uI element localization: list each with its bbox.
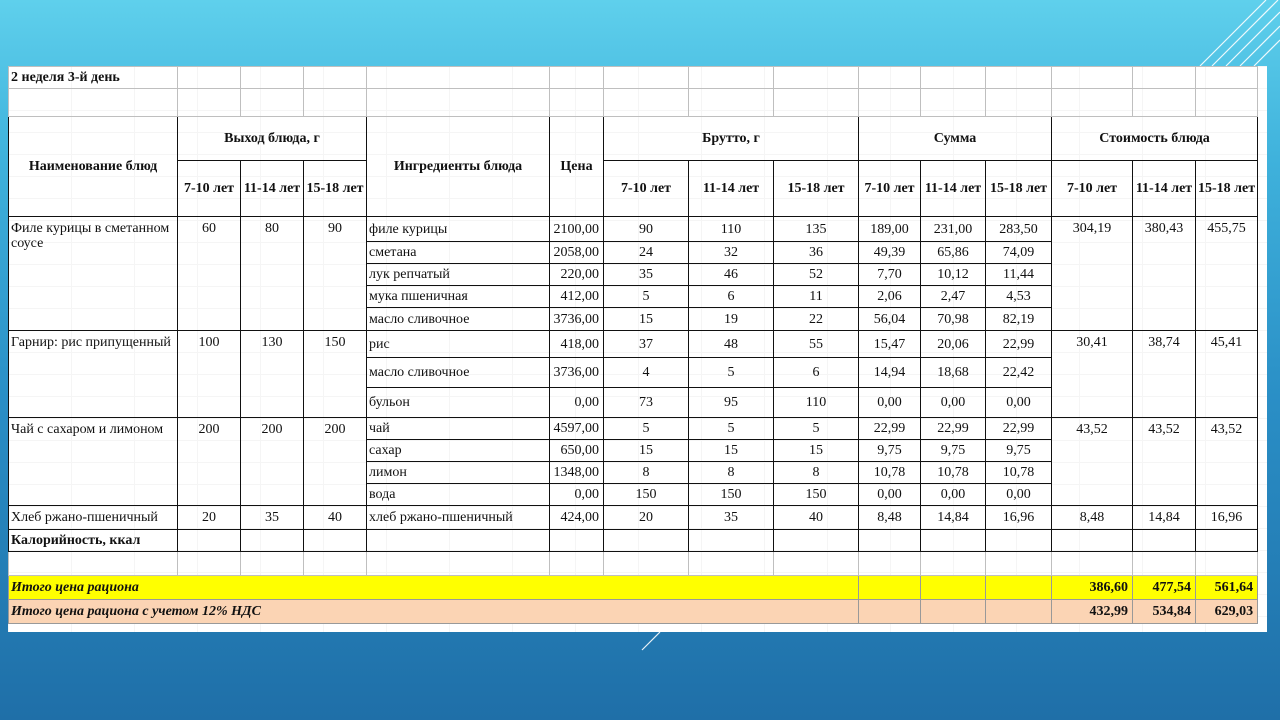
ingredient-gross: 35 <box>604 264 689 286</box>
ingredient-sum: 189,00 <box>859 217 921 242</box>
ingredient-gross: 5 <box>604 286 689 308</box>
ingredient-sum: 2,47 <box>921 286 986 308</box>
ingredient-name: мука пшеничная <box>367 286 550 308</box>
ingredient-sum: 15,47 <box>859 331 921 358</box>
dish-yield: 150 <box>304 331 367 418</box>
ingredient-price: 3736,00 <box>550 358 604 388</box>
empty-cell <box>241 530 304 552</box>
dish-yield: 80 <box>241 217 304 331</box>
header-age-group: 7-10 лет <box>604 161 689 217</box>
ingredient-sum: 9,75 <box>986 440 1052 462</box>
ingredient-sum: 10,78 <box>986 462 1052 484</box>
total-label: Итого цена рациона с учетом 12% НДС <box>9 600 859 624</box>
ingredient-gross: 15 <box>689 440 774 462</box>
empty-cell <box>859 530 921 552</box>
empty-cell <box>1133 67 1196 89</box>
ingredient-sum: 0,00 <box>986 484 1052 506</box>
empty-cell <box>178 530 241 552</box>
empty-cell <box>1133 552 1196 576</box>
empty-cell <box>1196 530 1258 552</box>
ingredient-name: масло сливочное <box>367 358 550 388</box>
empty-cell <box>859 552 921 576</box>
dish-name: Хлеб ржано-пшеничный <box>9 506 178 530</box>
ingredient-sum: 65,86 <box>921 242 986 264</box>
total-value: 561,64 <box>1196 576 1258 600</box>
empty-cell <box>859 89 921 117</box>
ingredient-row <box>9 331 1258 358</box>
empty-cell <box>241 67 304 89</box>
ingredient-gross: 37 <box>604 331 689 358</box>
ingredient-sum: 9,75 <box>921 440 986 462</box>
empty-cell <box>921 552 986 576</box>
empty-cell <box>689 89 774 117</box>
ingredient-gross: 150 <box>689 484 774 506</box>
empty-cell <box>1196 89 1258 117</box>
ingredient-gross: 15 <box>774 440 859 462</box>
ingredient-name: филе курицы <box>367 217 550 242</box>
ingredient-gross: 46 <box>689 264 774 286</box>
empty-cell <box>367 67 550 89</box>
header-age-group: 7-10 лет <box>1052 161 1133 217</box>
ingredient-price: 418,00 <box>550 331 604 358</box>
dish-yield: 35 <box>241 506 304 530</box>
empty-cell <box>986 600 1052 624</box>
ingredient-gross: 6 <box>774 358 859 388</box>
empty-cell <box>921 600 986 624</box>
header-sum: Сумма <box>859 117 1052 161</box>
ingredient-name: чай <box>367 418 550 440</box>
empty-cell <box>774 67 859 89</box>
header-age-group: 7-10 лет <box>178 161 241 217</box>
ingredient-gross: 73 <box>604 388 689 418</box>
ingredient-gross: 150 <box>774 484 859 506</box>
menu-cost-table <box>8 66 1258 624</box>
empty-cell <box>367 530 550 552</box>
ingredient-sum: 18,68 <box>921 358 986 388</box>
ingredient-sum: 0,00 <box>986 388 1052 418</box>
ingredient-gross: 24 <box>604 242 689 264</box>
ingredient-sum: 0,00 <box>859 484 921 506</box>
dish-yield: 200 <box>241 418 304 506</box>
empty-cell <box>986 552 1052 576</box>
empty-cell <box>1133 530 1196 552</box>
header-age-group: 7-10 лет <box>859 161 921 217</box>
ingredient-name: масло сливочное <box>367 308 550 331</box>
spacer-row <box>9 89 1258 117</box>
sheet-title: 2 неделя 3-й день <box>9 67 178 89</box>
total-row <box>9 600 1258 624</box>
dish-cost: 455,75 <box>1196 217 1258 331</box>
empty-cell <box>689 530 774 552</box>
ingredient-gross: 90 <box>604 217 689 242</box>
dish-yield: 40 <box>304 506 367 530</box>
ingredient-sum: 283,50 <box>986 217 1052 242</box>
empty-cell <box>1196 552 1258 576</box>
dish-yield: 200 <box>304 418 367 506</box>
total-row <box>9 576 1258 600</box>
header-dish-name: Наименование блюд <box>9 117 178 217</box>
ingredient-sum: 9,75 <box>859 440 921 462</box>
empty-cell <box>550 89 604 117</box>
dish-cost: 30,41 <box>1052 331 1133 418</box>
ingredient-sum: 0,00 <box>921 388 986 418</box>
empty-cell <box>241 552 304 576</box>
total-value: 629,03 <box>1196 600 1258 624</box>
empty-cell <box>1196 67 1258 89</box>
empty-cell <box>604 530 689 552</box>
dish-name: Чай с сахаром и лимоном <box>9 418 178 506</box>
empty-cell <box>604 552 689 576</box>
ingredient-gross: 5 <box>689 418 774 440</box>
ingredient-sum: 22,99 <box>921 418 986 440</box>
ingredient-gross: 110 <box>689 217 774 242</box>
ingredient-price: 650,00 <box>550 440 604 462</box>
ingredient-price: 0,00 <box>550 484 604 506</box>
dish-cost: 45,41 <box>1196 331 1258 418</box>
ingredient-gross: 11 <box>774 286 859 308</box>
dish-yield: 90 <box>304 217 367 331</box>
ingredient-gross: 15 <box>604 440 689 462</box>
dish-yield: 60 <box>178 217 241 331</box>
dish-cost: 8,48 <box>1052 506 1133 530</box>
empty-cell <box>689 67 774 89</box>
ingredient-price: 0,00 <box>550 388 604 418</box>
ingredient-sum: 14,84 <box>921 506 986 530</box>
ingredient-name: бульон <box>367 388 550 418</box>
empty-cell <box>986 67 1052 89</box>
empty-cell <box>304 67 367 89</box>
ingredient-name: сметана <box>367 242 550 264</box>
spreadsheet-image <box>8 66 1267 632</box>
empty-cell <box>9 89 178 117</box>
ingredient-sum: 56,04 <box>859 308 921 331</box>
ingredient-gross: 5 <box>774 418 859 440</box>
calories-label: Калорийность, ккал <box>9 530 178 552</box>
ingredient-name: вода <box>367 484 550 506</box>
ingredient-sum: 22,99 <box>986 331 1052 358</box>
ingredient-sum: 0,00 <box>859 388 921 418</box>
ingredient-gross: 20 <box>604 506 689 530</box>
dish-cost: 43,52 <box>1052 418 1133 506</box>
dish-yield: 100 <box>178 331 241 418</box>
ingredient-gross: 95 <box>689 388 774 418</box>
total-value: 477,54 <box>1133 576 1196 600</box>
ingredient-gross: 40 <box>774 506 859 530</box>
ingredient-price: 2058,00 <box>550 242 604 264</box>
empty-cell <box>921 89 986 117</box>
empty-cell <box>178 89 241 117</box>
header-age-group: 11-14 лет <box>241 161 304 217</box>
empty-cell <box>921 67 986 89</box>
ingredient-price: 4597,00 <box>550 418 604 440</box>
dish-name: Гарнир: рис припущенный <box>9 331 178 418</box>
title-row <box>9 67 1258 89</box>
ingredient-gross: 22 <box>774 308 859 331</box>
empty-cell <box>859 67 921 89</box>
header-ingredients: Ингредиенты блюда <box>367 117 550 217</box>
dish-name: Филе курицы в сметанном соусе <box>9 217 178 331</box>
empty-cell <box>921 530 986 552</box>
ingredient-gross: 6 <box>689 286 774 308</box>
ingredient-sum: 10,78 <box>921 462 986 484</box>
empty-cell <box>1052 530 1133 552</box>
empty-cell <box>304 89 367 117</box>
ingredient-price: 424,00 <box>550 506 604 530</box>
ingredient-price: 3736,00 <box>550 308 604 331</box>
dish-cost: 16,96 <box>1196 506 1258 530</box>
ingredient-sum: 22,99 <box>859 418 921 440</box>
empty-cell <box>859 600 921 624</box>
ingredient-row <box>9 217 1258 242</box>
ingredient-price: 220,00 <box>550 264 604 286</box>
ingredient-sum: 8,48 <box>859 506 921 530</box>
ingredient-gross: 110 <box>774 388 859 418</box>
ingredient-row <box>9 418 1258 440</box>
empty-cell <box>859 576 921 600</box>
empty-cell <box>1052 552 1133 576</box>
ingredient-gross: 8 <box>774 462 859 484</box>
empty-cell <box>604 89 689 117</box>
empty-cell <box>986 576 1052 600</box>
ingredient-gross: 32 <box>689 242 774 264</box>
empty-cell <box>1052 67 1133 89</box>
empty-cell <box>774 552 859 576</box>
header-cost: Стоимость блюда <box>1052 117 1258 161</box>
ingredient-gross: 19 <box>689 308 774 331</box>
empty-cell <box>304 552 367 576</box>
blank-row <box>9 552 1258 576</box>
header-age-group: 15-18 лет <box>986 161 1052 217</box>
ingredient-sum: 70,98 <box>921 308 986 331</box>
ingredient-gross: 8 <box>604 462 689 484</box>
ingredient-sum: 16,96 <box>986 506 1052 530</box>
ingredient-gross: 5 <box>604 418 689 440</box>
ingredient-sum: 2,06 <box>859 286 921 308</box>
ingredient-price: 412,00 <box>550 286 604 308</box>
empty-cell <box>774 530 859 552</box>
dish-cost: 14,84 <box>1133 506 1196 530</box>
ingredient-gross: 150 <box>604 484 689 506</box>
ingredient-sum: 20,06 <box>921 331 986 358</box>
ingredient-name: рис <box>367 331 550 358</box>
ingredient-gross: 35 <box>689 506 774 530</box>
header-age-group: 15-18 лет <box>304 161 367 217</box>
header-gross: Брутто, г <box>604 117 859 161</box>
empty-cell <box>774 89 859 117</box>
dish-cost: 380,43 <box>1133 217 1196 331</box>
header-age-group: 11-14 лет <box>1133 161 1196 217</box>
empty-cell <box>550 552 604 576</box>
empty-cell <box>1052 89 1133 117</box>
ingredient-sum: 4,53 <box>986 286 1052 308</box>
ingredient-name: лук репчатый <box>367 264 550 286</box>
dish-cost: 43,52 <box>1133 418 1196 506</box>
empty-cell <box>550 67 604 89</box>
ingredient-gross: 8 <box>689 462 774 484</box>
ingredient-sum: 10,78 <box>859 462 921 484</box>
header-age-group: 11-14 лет <box>921 161 986 217</box>
header-row-1 <box>9 117 1258 161</box>
ingredient-sum: 10,12 <box>921 264 986 286</box>
ingredient-sum: 0,00 <box>921 484 986 506</box>
ingredient-gross: 36 <box>774 242 859 264</box>
total-value: 386,60 <box>1052 576 1133 600</box>
ingredient-sum: 82,19 <box>986 308 1052 331</box>
ingredient-sum: 22,42 <box>986 358 1052 388</box>
ingredient-gross: 55 <box>774 331 859 358</box>
header-age-group: 11-14 лет <box>689 161 774 217</box>
dish-yield: 200 <box>178 418 241 506</box>
ingredient-gross: 4 <box>604 358 689 388</box>
ingredient-row <box>9 506 1258 530</box>
empty-cell <box>367 552 550 576</box>
calories-row <box>9 530 1258 552</box>
ingredient-name: хлеб ржано-пшеничный <box>367 506 550 530</box>
empty-cell <box>9 552 178 576</box>
empty-cell <box>1133 89 1196 117</box>
ingredient-sum: 74,09 <box>986 242 1052 264</box>
empty-cell <box>178 552 241 576</box>
empty-cell <box>178 67 241 89</box>
ingredient-sum: 22,99 <box>986 418 1052 440</box>
ingredient-gross: 52 <box>774 264 859 286</box>
dish-cost: 38,74 <box>1133 331 1196 418</box>
ingredient-gross: 135 <box>774 217 859 242</box>
empty-cell <box>367 89 550 117</box>
header-row-2 <box>9 161 1258 217</box>
ingredient-price: 1348,00 <box>550 462 604 484</box>
ingredient-gross: 48 <box>689 331 774 358</box>
total-value: 534,84 <box>1133 600 1196 624</box>
header-age-group: 15-18 лет <box>774 161 859 217</box>
ingredient-sum: 14,94 <box>859 358 921 388</box>
empty-cell <box>550 530 604 552</box>
dish-yield: 20 <box>178 506 241 530</box>
dish-cost: 43,52 <box>1196 418 1258 506</box>
empty-cell <box>986 530 1052 552</box>
ingredient-sum: 49,39 <box>859 242 921 264</box>
empty-cell <box>921 576 986 600</box>
ingredient-name: сахар <box>367 440 550 462</box>
header-yield: Выход блюда, г <box>178 117 367 161</box>
empty-cell <box>604 67 689 89</box>
total-label: Итого цена рациона <box>9 576 859 600</box>
empty-cell <box>689 552 774 576</box>
header-age-group: 15-18 лет <box>1196 161 1258 217</box>
dish-yield: 130 <box>241 331 304 418</box>
ingredient-sum: 7,70 <box>859 264 921 286</box>
ingredient-gross: 5 <box>689 358 774 388</box>
empty-cell <box>304 530 367 552</box>
empty-cell <box>986 89 1052 117</box>
ingredient-price: 2100,00 <box>550 217 604 242</box>
ingredient-gross: 15 <box>604 308 689 331</box>
total-value: 432,99 <box>1052 600 1133 624</box>
header-price: Цена <box>550 117 604 217</box>
ingredient-sum: 231,00 <box>921 217 986 242</box>
dish-cost: 304,19 <box>1052 217 1133 331</box>
ingredient-name: лимон <box>367 462 550 484</box>
empty-cell <box>241 89 304 117</box>
ingredient-sum: 11,44 <box>986 264 1052 286</box>
